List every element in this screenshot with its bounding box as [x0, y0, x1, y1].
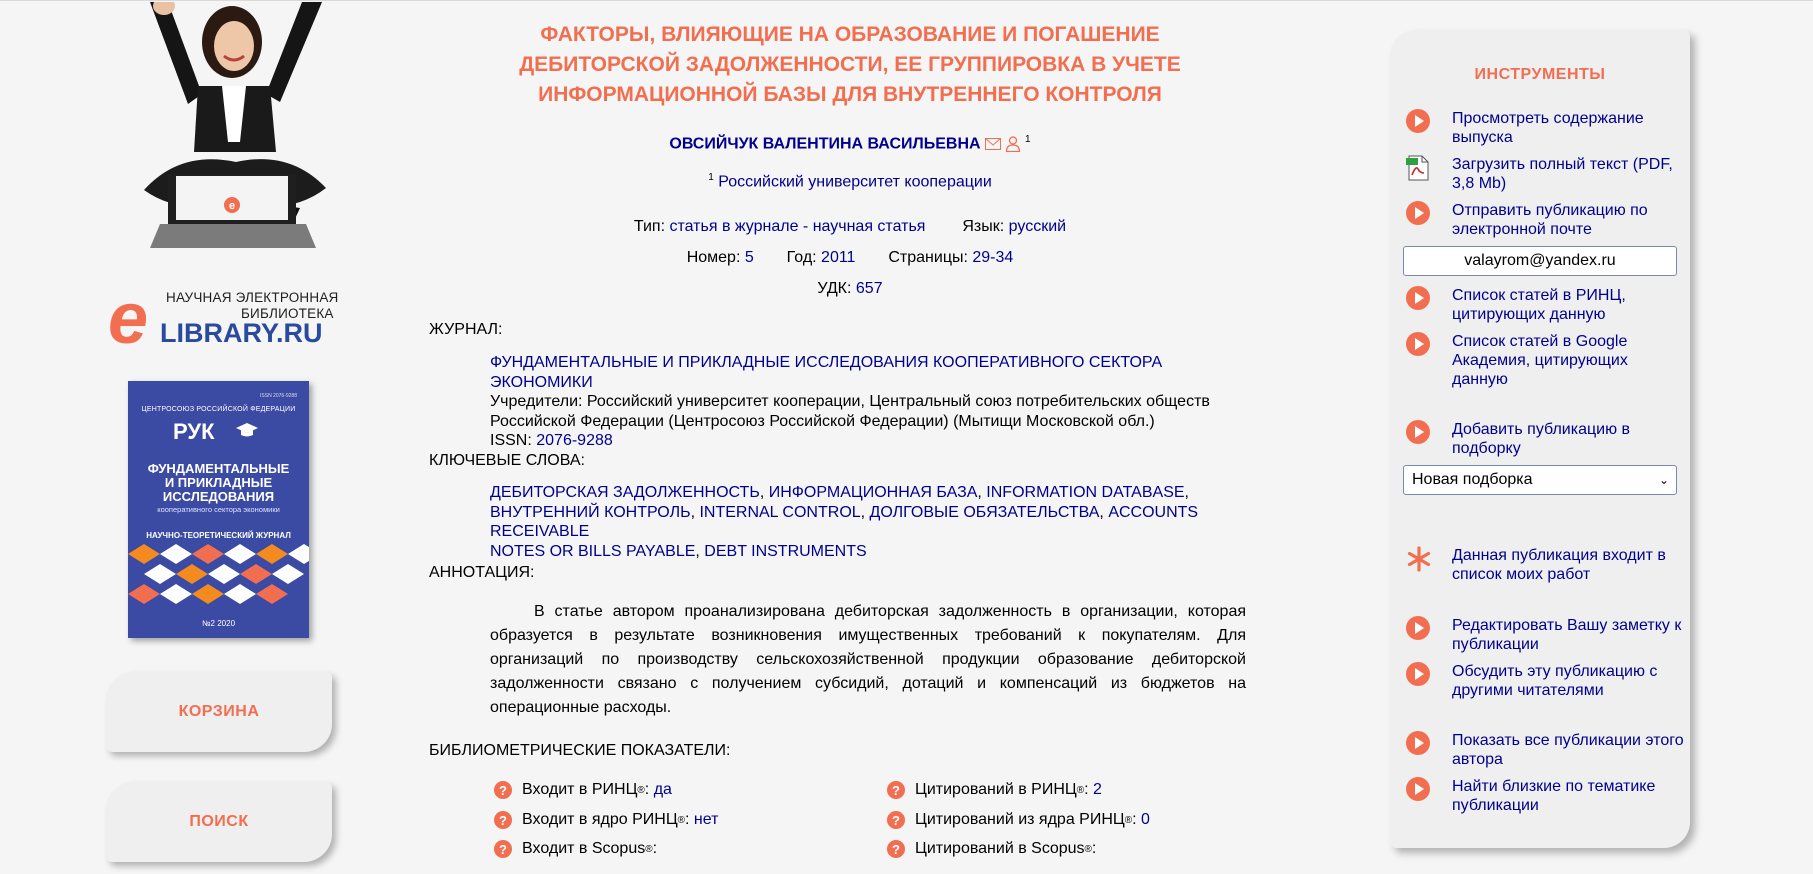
help-icon[interactable]: ? — [494, 840, 512, 858]
user-profile-icon[interactable] — [1005, 136, 1021, 152]
search-button[interactable]: ПОИСК — [106, 782, 332, 862]
article-title: ФАКТОРЫ, ВЛИЯЮЩИЕ НА ОБРАЗОВАНИЕ И ПОГАШЕНИЕ ДЕБИТОРСКОЙ ЗАДОЛЖЕННОСТИ, ЕЕ ГРУППИРОВКА В УЧЕТЕ ИНФОРМАЦИОННОЙ БАЗЫ ДЛЯ ВНУТРЕННЕГО КОНТРОЛЯ — [519, 23, 1181, 106]
logo-letter: e — [108, 279, 149, 359]
affil-sup: 1 — [708, 172, 714, 183]
collection-selected-value: Новая подборка — [1412, 471, 1533, 488]
asterisk-icon — [1406, 546, 1432, 572]
pages-label: Страницы: — [888, 249, 968, 266]
keyword-link[interactable]: ДОЛГОВЫЕ ОБЯЗАТЕЛЬСТВА — [869, 503, 1100, 521]
cover-title: ФУНДАМЕНТАЛЬНЫЕ И ПРИКЛАДНЫЕ ИССЛЕДОВАНИЯ — [147, 461, 290, 504]
tool-view-contents[interactable]: Просмотреть содержание выпуска — [1406, 109, 1686, 147]
play-arrow-icon — [1406, 731, 1430, 755]
keyword-link[interactable]: NOTES OR BILLS PAYABLE — [490, 542, 696, 560]
journal-issn-label: ISSN: — [490, 432, 532, 449]
play-arrow-icon — [1406, 286, 1430, 310]
chevron-down-icon: ⌄ — [1658, 473, 1669, 487]
play-arrow-icon — [1406, 616, 1430, 640]
play-arrow-icon — [1406, 201, 1430, 225]
keyword-link[interactable]: ДЕБИТОРСКАЯ ЗАДОЛЖЕННОСТЬ — [490, 484, 760, 501]
biblio-cit-rinc-value[interactable]: 2 — [1092, 781, 1102, 798]
cover-diamond-pattern — [128, 544, 309, 614]
author-name-link[interactable]: ОВСИЙЧУК ВАЛЕНТИНА ВАСИЛЬЕВНА — [669, 135, 981, 153]
tool-download-pdf[interactable]: Загрузить полный текст (PDF, 3,8 Mb) — [1406, 155, 1686, 193]
type-value: статья в журнале - научная статья — [669, 218, 926, 235]
journal-heading: ЖУРНАЛ: — [429, 321, 503, 338]
year-value: 2011 — [821, 249, 856, 266]
tool-similar-publications[interactable]: Найти близкие по тематике публикации — [1406, 777, 1686, 815]
keyword-link[interactable]: ИНФОРМАЦИОННАЯ БАЗА — [768, 484, 978, 501]
biblio-cit-core: ? Цитирований из ядра РИНЦ ® : 0 — [887, 811, 1150, 829]
help-icon[interactable]: ? — [887, 840, 905, 858]
tool-edit-note[interactable]: Редактировать Вашу заметку к публикации — [1406, 616, 1686, 654]
hero-woman-laptop-image — [140, 2, 330, 250]
cover-org: ЦЕНТРОСОЮЗ РОССИЙСКОЙ ФЕДЕРАЦИИ — [141, 406, 296, 413]
top-border — [0, 0, 1813, 1]
cart-button[interactable]: КОРЗИНА — [106, 672, 332, 752]
udk-value: 657 — [855, 280, 883, 297]
keyword-link[interactable]: ВНУТРЕННИЙ КОНТРОЛЬ — [490, 503, 691, 521]
keyword-link[interactable]: INFORMATION DATABASE — [986, 484, 1185, 501]
journal-issn-value: 2076-9288 — [536, 432, 613, 449]
keywords-heading: КЛЮЧЕВЫЕ СЛОВА: — [429, 452, 585, 469]
tool-author-publications[interactable]: Показать все публикации этого автора — [1406, 731, 1686, 769]
number-label: Номер: — [686, 249, 741, 266]
cover-subtitle: кооперативного сектора экономики — [157, 505, 280, 514]
keyword-link[interactable]: ACCOUNTS RECEIVABLE — [490, 503, 1199, 540]
journal-founders-1: Учредители: Российский университет кооперации, Центральный союз потребительских обществ — [490, 393, 1210, 410]
author-line — [470, 134, 1230, 153]
biblio-core: ? Входит в ядро РИНЦ ® : нет — [494, 811, 718, 829]
number-year-pages-line — [470, 249, 1230, 267]
language-value: русский — [1008, 218, 1067, 235]
tool-in-my-works[interactable]: Данная публикация входит в список моих работ — [1406, 546, 1686, 584]
email-input[interactable]: valayrom@yandex.ru — [1403, 246, 1677, 276]
tool-add-to-collection[interactable]: Добавить публикацию в подборку — [1406, 420, 1686, 458]
help-icon[interactable]: ? — [494, 811, 512, 829]
logo-line2: БИБЛИОТЕКА — [241, 306, 334, 321]
help-icon[interactable]: ? — [887, 781, 905, 799]
pages-value: 29-34 — [972, 249, 1014, 266]
elibrary-logo[interactable] — [108, 279, 339, 359]
type-language-line — [470, 218, 1230, 236]
year-label: Год: — [786, 249, 817, 266]
journal-cover-image[interactable] — [128, 381, 309, 638]
logo-brand: LIBRARY.RU — [160, 318, 323, 348]
play-arrow-icon — [1406, 662, 1430, 686]
journal-name-link[interactable]: ФУНДАМЕНТАЛЬНЫЕ И ПРИКЛАДНЫЕ ИССЛЕДОВАНИЯ КООПЕРАТИВНОГО СЕКТОРА ЭКОНОМИКИ — [490, 354, 1163, 391]
udk-line — [470, 280, 1230, 298]
affiliation-line — [470, 172, 1230, 191]
udk-label: УДК: — [817, 280, 852, 297]
graduation-cap-icon — [236, 423, 258, 437]
keyword-link[interactable]: INTERNAL CONTROL — [699, 503, 861, 521]
biblio-rinc-value: да — [653, 781, 672, 798]
number-link[interactable]: 5 — [744, 249, 754, 266]
tool-google-citing[interactable]: Список статей в Google Академия, цитирующих данную — [1406, 332, 1686, 389]
help-icon[interactable]: ? — [494, 781, 512, 799]
play-arrow-icon — [1406, 332, 1430, 356]
envelope-icon[interactable] — [985, 138, 1001, 150]
collection-select[interactable] — [1403, 465, 1677, 495]
help-icon[interactable]: ? — [887, 811, 905, 829]
annotation-text: В статье автором проанализирована дебиторская задолженность в организации, которая образуется в результате возникновения имущественных требований к покупателям. Для организаций по производству сельскохозяйственной продукции образование дебиторской задолженности связано с получением субсидий, дотаций и компенсаций из бюджетов на операционные расходы. — [490, 603, 1246, 716]
biblio-heading: БИБЛИОМЕТРИЧЕСКИЕ ПОКАЗАТЕЛИ: — [429, 742, 731, 759]
play-arrow-icon — [1406, 109, 1430, 133]
tool-rinc-citing[interactable]: Список статей в РИНЦ, цитирующих данную — [1406, 286, 1686, 324]
cover-number: №2 2020 — [201, 619, 236, 628]
biblio-cit-scopus: ? Цитирований в Scopus ® : — [887, 840, 1096, 858]
biblio-rinc: ? Входит в РИНЦ ® : да — [494, 781, 672, 799]
biblio-scopus: ? Входит в Scopus ® : — [494, 840, 657, 858]
biblio-core-value: нет — [693, 811, 719, 828]
tools-title: ИНСТРУМЕНТЫ — [1474, 66, 1606, 83]
keyword-link[interactable]: DEBT INSTRUMENTS — [704, 542, 867, 560]
keywords-block: ДЕБИТОРСКАЯ ЗАДОЛЖЕННОСТЬ, ИНФОРМАЦИОННАЯ БАЗА, INFORMATION DATABASE, ВНУТРЕННИЙ КОНТРОЛЬ, INTERNAL CONTROL, ДОЛГОВЫЕ ОБЯЗАТЕЛЬСТВА, ACCOUNTS RECEIVABLE NOTES OR BILLS PAYABLE, DEBT INSTRUMENTS — [490, 484, 1199, 560]
type-label: Тип: — [633, 218, 666, 235]
cover-kind: НАУЧНО-ТЕОРЕТИЧЕСКИЙ ЖУРНАЛ — [146, 531, 291, 540]
cover-issn: ISSN 2076-9288 — [260, 393, 297, 399]
svg-text:e: e — [228, 200, 236, 212]
play-arrow-icon — [1406, 420, 1430, 444]
play-arrow-icon — [1406, 777, 1430, 801]
language-label: Язык: — [962, 218, 1005, 235]
author-affil-sup: 1 — [1025, 134, 1031, 145]
pdf-file-icon — [1406, 155, 1430, 181]
affiliation-link[interactable]: Российский университет кооперации — [718, 173, 992, 191]
biblio-cit-core-value: 0 — [1141, 811, 1150, 828]
annotation-heading: АННОТАЦИЯ: — [429, 564, 535, 581]
cover-ruk: РУК — [173, 419, 215, 444]
tool-send-email[interactable]: Отправить публикацию по электронной почте — [1406, 201, 1686, 239]
biblio-cit-rinc: ? Цитирований в РИНЦ ® : 2 — [887, 781, 1102, 799]
tool-discuss[interactable]: Обсудить эту публикацию с другими читателями — [1406, 662, 1686, 700]
journal-founders-2: Российской Федерации (Центросоюз Российской Федерации) (Мытищи Московской обл.) — [490, 412, 1155, 430]
logo-line1: НАУЧНАЯ ЭЛЕКТРОННАЯ — [166, 290, 339, 305]
journal-block — [490, 353, 1252, 451]
